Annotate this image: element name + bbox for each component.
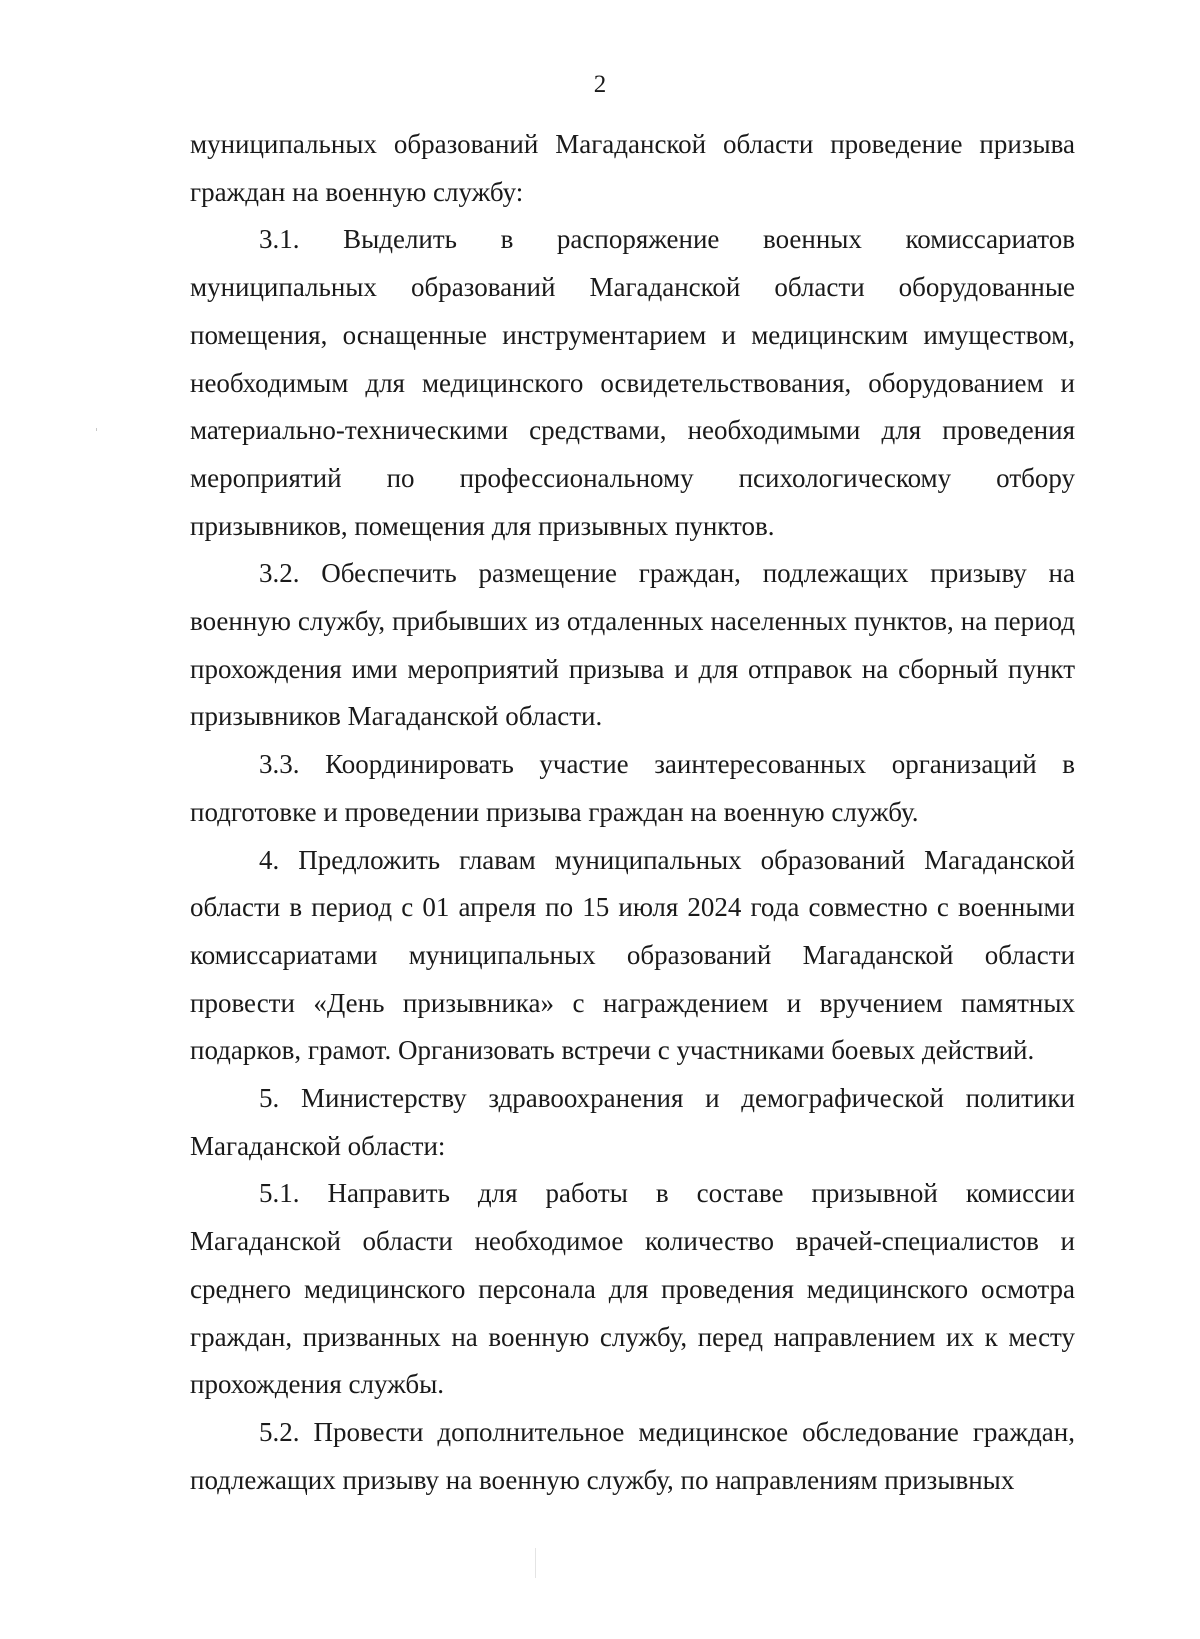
paragraph-continuation: муниципальных образований Магаданской области проведение призыва граждан на военную службу:	[190, 129, 1075, 207]
page-number: 2	[593, 71, 607, 98]
paragraph-5-1: 5.1. Направить для работы в составе призывной комиссии Магаданской области необходимое количество врачей-специалистов и среднего медицинского персонала для проведения медицинского осмотра граждан, призванных на военную службу, перед направлением их к месту прохождения службы.	[190, 1178, 1075, 1400]
paragraph-5: 5. Министерству здравоохранения и демографической политики Магаданской области:	[190, 1083, 1075, 1161]
paragraph-3-1: 3.1. Выделить в распоряжение военных комиссариатов муниципальных образований Магаданской области оборудованные помещения, оснащенные инструментарием и медицинским имуществом, необходимым для медицинского освидетельствования, оборудованием и материально-техническими средствами, необходимыми для проведения мероприятий по профессиональному психологическому отбору призывников, помещения для призывных пунктов.	[190, 224, 1075, 541]
paragraph-3-3: 3.3. Координировать участие заинтересованных организаций в подготовке и проведении призыва граждан на военную службу.	[190, 749, 1075, 827]
scan-artifact-bottom	[535, 1548, 536, 1578]
paragraph-4: 4. Предложить главам муниципальных образований Магаданской области в период с 01 апреля по 15 июля 2024 года совместно с военными комиссариатами муниципальных образований Магаданской области провести «День призывника» с награждением и вручением памятных подарков, грамот. Организовать встречи с участниками боевых действий.	[190, 844, 1075, 1066]
paragraph-5-2: 5.2. Провести дополнительное медицинское обследование граждан, подлежащих призыву на военную службу, по направлениям призывных	[190, 1416, 1075, 1495]
scan-artifact-left	[96, 428, 97, 431]
paragraph-3-2: 3.2. Обеспечить размещение граждан, подлежащих призыву на военную службу, прибывших из отдаленных населенных пунктов, на период прохождения ими мероприятий призыва и для отправок на сборный пункт призывников Магаданской области.	[190, 558, 1075, 732]
document-body	[190, 121, 1075, 1504]
